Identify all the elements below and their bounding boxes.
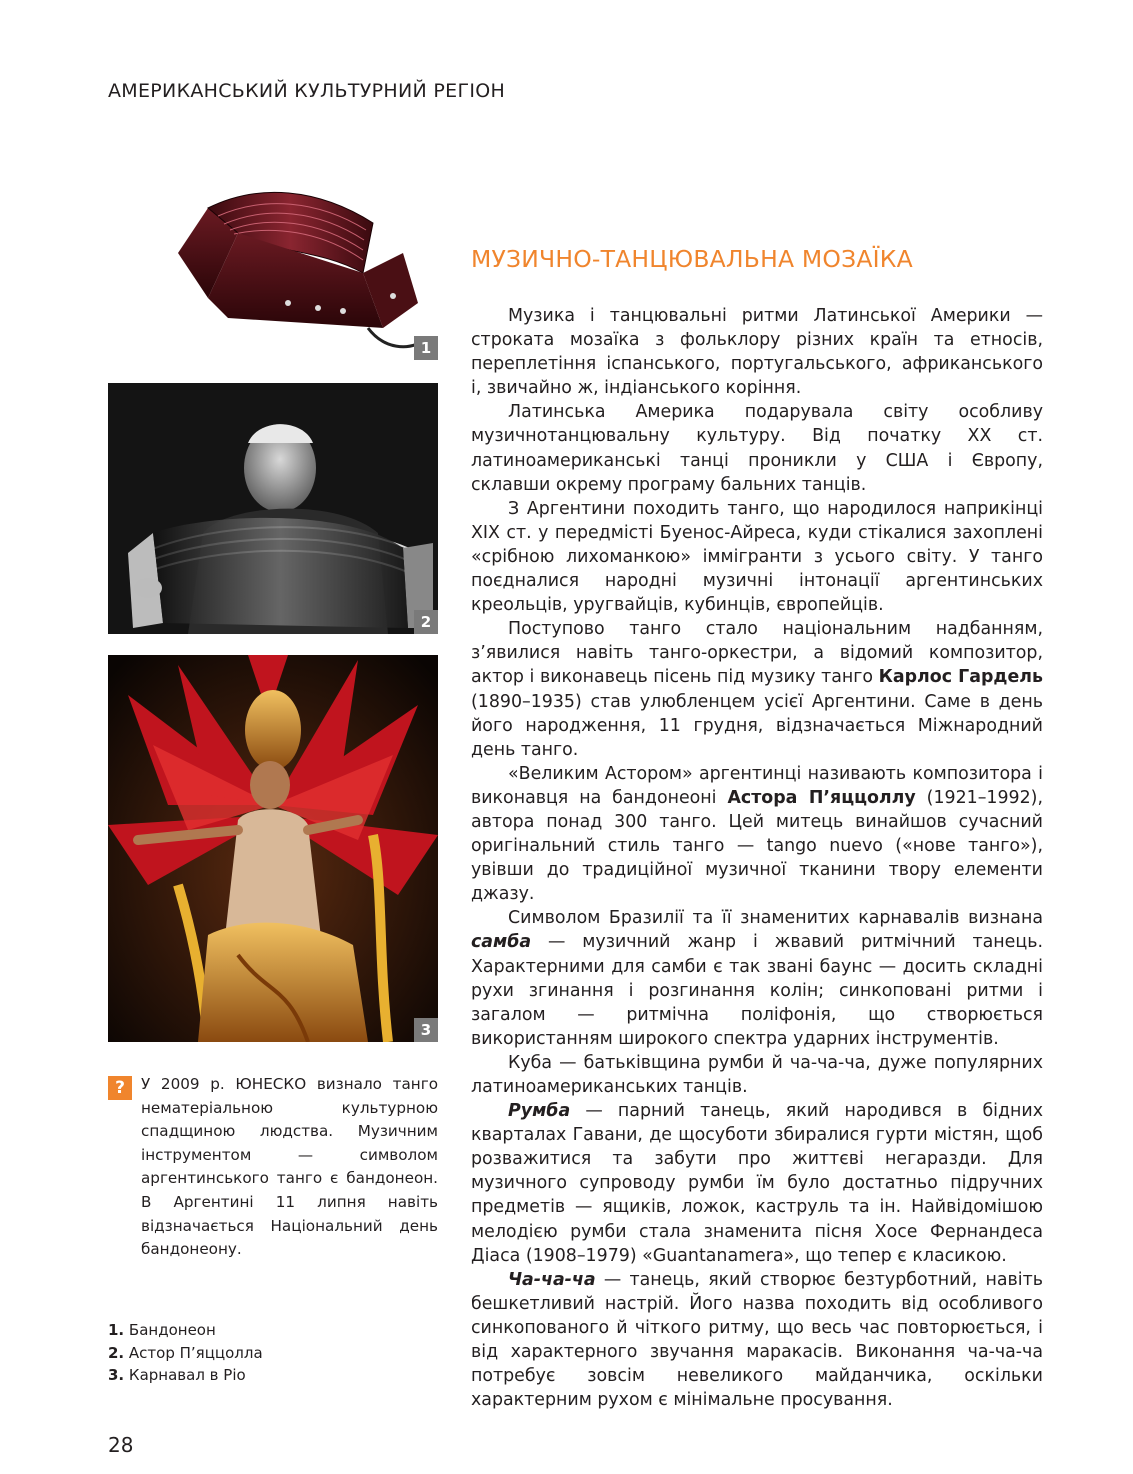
- photo-number-badge: 3: [414, 1018, 438, 1042]
- musician-photo-icon: [108, 383, 438, 634]
- caption-number: 1.: [108, 1321, 125, 1339]
- caption-number: 2.: [108, 1343, 125, 1362]
- paragraph: Музика і танцювальні ритми Латинської Америки — строката мозаїка з фольклору різних країн та етносів, переплетіння іспанського, португальського, африканського і, звичайно ж, індіанського коріння.: [471, 306, 1043, 399]
- page-number: 28: [108, 1433, 134, 1457]
- bold-name: Карлос Гардель: [878, 667, 1043, 688]
- body-text: [471, 304, 1043, 1412]
- paragraph: «Великим Астором» аргентинці називають композитора і виконавця на бандонеоні Астора П’яццоллу (1921–1992), автора понад 300 танго. Цей митець винайшов сучасний оригінальний стиль танго — tango nuevo («нове танго»), увівши до традиційної музичної тканини твору елементи джазу.: [471, 763, 1043, 905]
- caption-text: Бандонеон: [128, 1321, 216, 1339]
- term: Ча-ча-ча: [508, 1269, 596, 1290]
- paragraph: З Аргентини походить танго, що народилося наприкінці XIX ст. у передмісті Буенос-Айреса, куди стікалися захоплені «срібною лихоманкою» іммігранти з усього світу. У танго поєдналися народні музичні інтонації аргентинських креольців, уругвайців, кубинців, європейців.: [471, 498, 1043, 616]
- paragraph: Куба — батьківщина румби й ча-ча-ча, дуже популярних латиноамериканських танців.: [471, 1052, 1043, 1097]
- paragraph: Латинська Америка подарувала світу особливу музичнотанцювальну культуру. Від початку XX ст. латиноамериканські танці проникли у США і Європу, склавши окрему програму бальних танців.: [471, 402, 1043, 495]
- paragraph: Символом Бразилії та її знаменитих карнавалів визнана самба — музичний жанр і жвавий ритмічний танець. Характерними для самби є так звані баунс — досить складні рухи згинання і розгинання колін; синкоповані ритми і загалом — ритмічна поліфонія, що створюється використанням широкого спектра ударних інструментів.: [471, 908, 1043, 1049]
- paragraph: Поступово танго стало національним надбанням, з’явилися навіть танго-оркестри, а відомий композитор, актор і виконавець пісень під музику танго Карлос Гардель (1890–1935) став улюбленцем усієї Аргентини. Саме в день його народження, 11 грудня, відзначається Міжнародний день танго.: [471, 619, 1043, 760]
- caption-text: Карнавал в Ріо: [128, 1366, 246, 1384]
- caption-item: [108, 1319, 263, 1342]
- photo-number-badge: 2: [414, 610, 438, 634]
- running-head: АМЕРИКАНСЬКИЙ КУЛЬТУРНИЙ РЕГІОН: [108, 80, 506, 102]
- caption-item: [108, 1342, 263, 1365]
- photo-captions: [108, 1319, 263, 1387]
- paragraph: Румба — парний танець, який народився в бідних кварталах Гавани, де щосуботи збиралися гурти містян, щоб розважитися та забути про життєві негаразди. Для музичного супроводу румби їм було достатньо підручних предметів — ящиків, ложок, каструль та ін. Найвідомішою мелодією румби стала знаменита пісня Хосе Фернандеса Діаса (1908–1979) «Guantanamera», що тепер є класикою.: [471, 1101, 1043, 1266]
- caption-number: 3.: [108, 1366, 125, 1384]
- bold-name: Астора П’яццоллу: [727, 787, 916, 808]
- question-text: У 2009 р. ЮНЕСКО визнало танго нематеріальною культурною спадщиною людства. Музичним інструментом — символом аргентинського танго є бандонеон. В Аргентині 11 липня навіть відзначається Національний день бандонеону.: [141, 1075, 438, 1259]
- photo-number-badge: 1: [414, 336, 438, 360]
- section-title: МУЗИЧНО-ТАНЦЮВАЛЬНА МОЗАЇКА: [471, 245, 913, 273]
- term: Румба: [508, 1101, 571, 1122]
- caption-text: Астор П’яццолла: [128, 1343, 263, 1362]
- piazzolla-photo: [108, 383, 438, 634]
- term: самба: [471, 932, 532, 953]
- bandoneon-photo: [168, 178, 438, 360]
- carnival-photo-icon: [108, 655, 438, 1042]
- paragraph: Ча-ча-ча — танець, який створює безтурботний, навіть бешкетливий настрій. Його назва походить від особливого синкопованого й чіткого ритму, що весь час повторюється, і від характерного звучання маракасів. Виконання ча-ча-ча потребує зовсім невеликого майданчика, оскільки характерним рухом є мінімальне просування.: [471, 1269, 1043, 1411]
- question-icon: ?: [108, 1076, 132, 1100]
- bandoneon-icon: [168, 178, 438, 360]
- caption-item: [108, 1364, 263, 1387]
- question-box: [108, 1073, 438, 1262]
- carnival-photo: [108, 655, 438, 1042]
